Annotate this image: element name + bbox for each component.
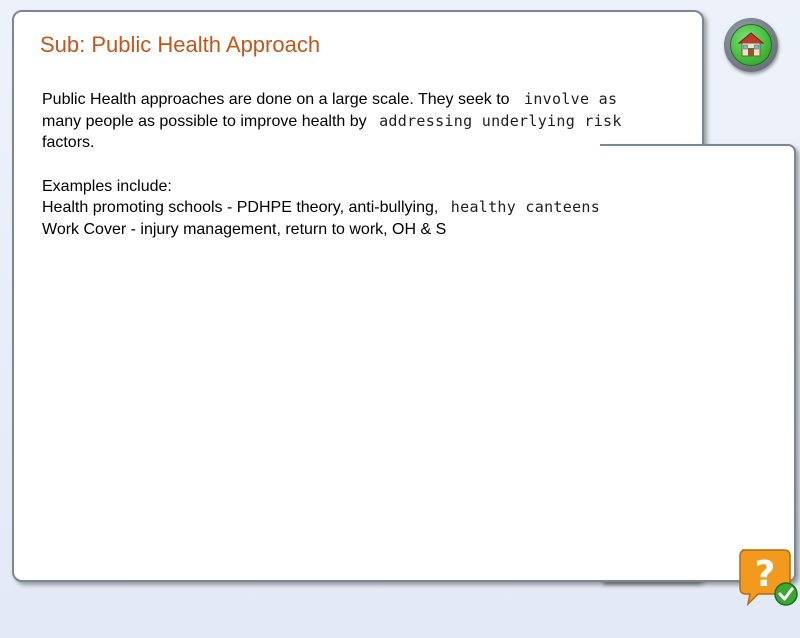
help-button[interactable]	[736, 546, 798, 608]
printed-text: Work Cover - injury management, return to work, OH & S	[42, 221, 447, 238]
house-icon	[731, 25, 771, 65]
printed-text: Examples include:	[42, 178, 172, 195]
printed-text: many people as possible to improve health by	[42, 113, 367, 130]
handwritten-text: addressing underlying risk	[379, 112, 622, 130]
printed-text: Public Health approaches are done on a large scale. They seek to	[42, 91, 510, 108]
content-card-extension	[600, 144, 796, 582]
body-line-6	[42, 219, 446, 240]
body-line-5	[42, 197, 600, 218]
body-line-3	[42, 132, 94, 153]
svg-text:?: ?	[754, 554, 776, 595]
body-line-4	[42, 176, 172, 197]
printed-text: Health promoting schools - PDHPE theory, anti-bullying,	[42, 199, 439, 216]
home-button[interactable]	[724, 18, 778, 72]
slide-title: Sub: Public Health Approach	[40, 32, 321, 57]
body-line-1	[42, 89, 617, 110]
handwritten-text: healthy canteens	[450, 198, 601, 216]
body-line-2	[42, 111, 622, 132]
question-check-icon	[736, 546, 798, 608]
printed-text: factors.	[42, 134, 95, 151]
handwritten-text: involve as	[524, 90, 618, 108]
